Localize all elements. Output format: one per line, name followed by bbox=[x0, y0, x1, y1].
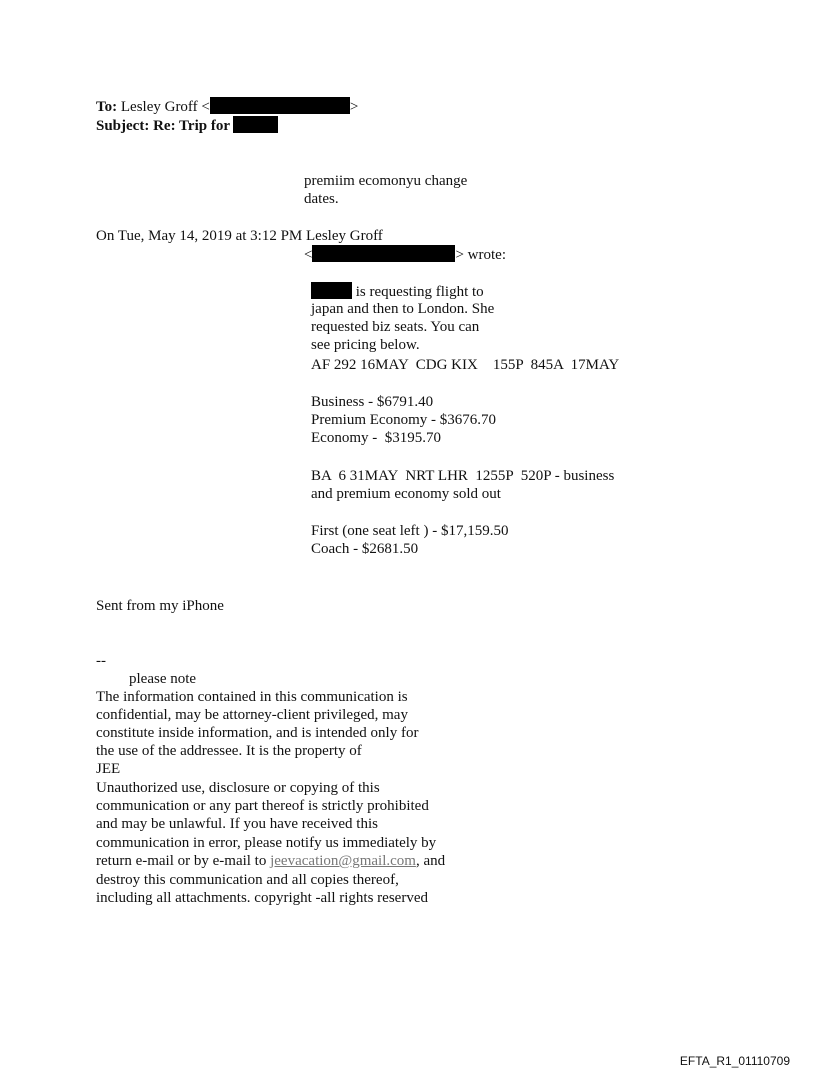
to-label: To: bbox=[96, 99, 118, 115]
disclaimer-line: communication or any part thereof is strictly prohibited bbox=[96, 798, 429, 814]
disclaimer-line: The information contained in this communication is bbox=[96, 689, 408, 705]
disclaimer-line: and may be unlawful. If you have received this bbox=[96, 816, 378, 832]
quote-open: < bbox=[304, 247, 313, 263]
subject-text: Subject: Re: Trip for bbox=[96, 118, 230, 134]
redacted-name bbox=[311, 282, 352, 299]
subject-line bbox=[96, 116, 278, 135]
disclaimer-return-suffix: , and bbox=[415, 853, 446, 869]
disclaimer-line: the use of the addressee. It is the property of bbox=[96, 743, 362, 759]
reply-line-1: premiim ecomonyu change bbox=[304, 173, 468, 189]
price-premium-economy: Premium Economy - $3676.70 bbox=[311, 412, 496, 428]
redacted-name bbox=[233, 116, 278, 133]
flight-ba6-note: and premium economy sold out bbox=[311, 486, 501, 502]
quote-close: > wrote: bbox=[455, 247, 506, 263]
price-business: Business - $6791.40 bbox=[311, 394, 434, 410]
quoted-line-3: requested biz seats. You can bbox=[311, 319, 480, 335]
document-id: EFTA_R1_01110709 bbox=[679, 1054, 790, 1068]
disclaimer-note: please note bbox=[129, 671, 197, 687]
to-close: > bbox=[349, 99, 359, 115]
signature: Sent from my iPhone bbox=[96, 598, 224, 614]
price-first: First (one seat left ) - $17,159.50 bbox=[311, 523, 509, 539]
redacted-email bbox=[210, 97, 350, 114]
price-coach: Coach - $2681.50 bbox=[311, 541, 419, 557]
disclaimer-line: constitute inside information, and is intended only for bbox=[96, 725, 419, 741]
flight-ba6: BA 6 31MAY NRT LHR 1255P 520P - business bbox=[311, 468, 615, 484]
quoted-line-2: japan and then to London. She bbox=[311, 301, 495, 317]
to-line bbox=[96, 97, 358, 116]
disclaimer-line: confidential, may be attorney-client privileged, may bbox=[96, 707, 408, 723]
to-name: Lesley Groff < bbox=[120, 99, 210, 115]
disclaimer-return-prefix: return e-mail or by e-mail to bbox=[96, 853, 271, 869]
redacted-email bbox=[312, 245, 455, 262]
disclaimer-line: communication in error, please notify us immediately by bbox=[96, 835, 437, 851]
quoted-line-4: see pricing below. bbox=[311, 337, 420, 353]
disclaimer-email-line bbox=[96, 852, 445, 870]
quoted-line-1 bbox=[311, 282, 484, 301]
disclaimer-line: including all attachments. copyright -all rights reserved bbox=[96, 890, 428, 906]
flight-af292: AF 292 16MAY CDG KIX 155P 845A 17MAY bbox=[311, 357, 620, 373]
disclaimer-dashes: -- bbox=[96, 653, 106, 669]
quote-header-email bbox=[304, 245, 506, 264]
quote-header: On Tue, May 14, 2019 at 3:12 PM Lesley Groff bbox=[96, 228, 383, 244]
reply-line-2: dates. bbox=[304, 191, 339, 207]
price-economy: Economy - $3195.70 bbox=[311, 430, 441, 446]
quoted-text: is requesting flight to bbox=[355, 284, 484, 300]
disclaimer-line: Unauthorized use, disclosure or copying of this bbox=[96, 780, 380, 796]
email-link[interactable]: jeevacation@gmail.com bbox=[270, 853, 416, 869]
disclaimer-line: JEE bbox=[96, 761, 121, 777]
disclaimer-line: destroy this communication and all copies thereof, bbox=[96, 872, 399, 888]
